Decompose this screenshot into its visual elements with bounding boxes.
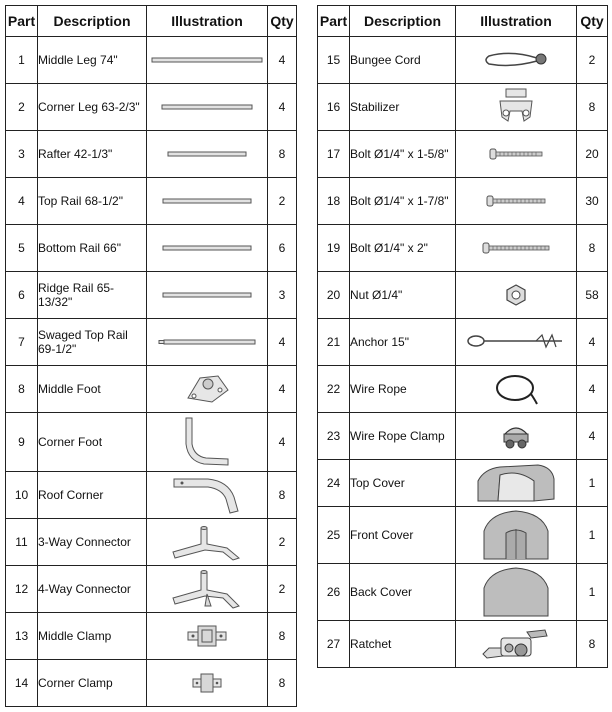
part-description: Rafter 42-1/3"	[38, 131, 147, 178]
part-number: 18	[318, 178, 350, 225]
part-description: Stabilizer	[350, 84, 456, 131]
part-number: 6	[6, 272, 38, 319]
part-number: 17	[318, 131, 350, 178]
table-row	[318, 413, 608, 460]
part-qty: 8	[268, 131, 297, 178]
table-row	[6, 225, 297, 272]
part-description: Roof Corner	[38, 472, 147, 519]
header-illustration: Illustration	[456, 6, 577, 37]
part-qty: 4	[577, 366, 608, 413]
part-qty: 4	[268, 366, 297, 413]
part-qty: 4	[577, 319, 608, 366]
part-description: Corner Leg 63-2/3"	[38, 84, 147, 131]
table-row	[318, 319, 608, 366]
three-way-connector-icon	[147, 519, 268, 566]
table-row	[318, 37, 608, 84]
header-description: Description	[38, 6, 147, 37]
part-number: 27	[318, 621, 350, 668]
parts-table-right	[317, 5, 608, 668]
part-qty: 8	[577, 225, 608, 272]
table-row	[318, 460, 608, 507]
table-row	[318, 225, 608, 272]
part-qty: 58	[577, 272, 608, 319]
part-number: 3	[6, 131, 38, 178]
long-tube-icon	[147, 84, 268, 131]
header-qty: Qty	[268, 6, 297, 37]
part-description: Corner Clamp	[38, 660, 147, 707]
stabilizer-icon	[456, 84, 577, 131]
part-number: 24	[318, 460, 350, 507]
part-number: 25	[318, 507, 350, 564]
table-row	[318, 84, 608, 131]
long-tube-icon	[147, 37, 268, 84]
table-row	[6, 37, 297, 84]
table-header-row	[318, 6, 608, 37]
short-tube-icon	[147, 131, 268, 178]
part-description: Bolt Ø1/4" x 1-5/8"	[350, 131, 456, 178]
part-description: 4-Way Connector	[38, 566, 147, 613]
part-qty: 4	[268, 84, 297, 131]
part-qty: 1	[577, 460, 608, 507]
corner-foot-icon	[147, 413, 268, 472]
ratchet-icon	[456, 621, 577, 668]
part-qty: 20	[577, 131, 608, 178]
table-row	[6, 613, 297, 660]
table-row	[6, 272, 297, 319]
parts-table-left	[5, 5, 297, 707]
part-qty: 2	[268, 178, 297, 225]
header-qty: Qty	[577, 6, 608, 37]
header-illustration: Illustration	[147, 6, 268, 37]
part-qty: 30	[577, 178, 608, 225]
part-qty: 1	[577, 507, 608, 564]
table-row	[318, 178, 608, 225]
header-part: Part	[318, 6, 350, 37]
part-number: 16	[318, 84, 350, 131]
part-qty: 8	[577, 621, 608, 668]
part-number: 4	[6, 178, 38, 225]
part-number: 10	[6, 472, 38, 519]
table-row	[318, 272, 608, 319]
part-qty: 8	[268, 613, 297, 660]
middle-clamp-icon	[147, 613, 268, 660]
swaged-tube-icon	[147, 319, 268, 366]
part-description: Middle Clamp	[38, 613, 147, 660]
table-header-row	[6, 6, 297, 37]
header-part: Part	[6, 6, 38, 37]
part-number: 19	[318, 225, 350, 272]
part-number: 22	[318, 366, 350, 413]
tube-icon	[147, 178, 268, 225]
table-row	[318, 507, 608, 564]
part-description: 3-Way Connector	[38, 519, 147, 566]
part-qty: 3	[268, 272, 297, 319]
part-qty: 2	[268, 566, 297, 613]
part-description: Top Cover	[350, 460, 456, 507]
part-description: Bungee Cord	[350, 37, 456, 84]
bungee-cord-icon	[456, 37, 577, 84]
header-description: Description	[350, 6, 456, 37]
part-description: Wire Rope	[350, 366, 456, 413]
part-description: Anchor 15"	[350, 319, 456, 366]
top-cover-icon	[456, 460, 577, 507]
part-number: 1	[6, 37, 38, 84]
anchor-icon	[456, 319, 577, 366]
table-row	[318, 564, 608, 621]
part-number: 13	[6, 613, 38, 660]
table-row	[6, 319, 297, 366]
bolt-icon	[456, 225, 577, 272]
table-row	[318, 131, 608, 178]
part-description: Bolt Ø1/4" x 1-7/8"	[350, 178, 456, 225]
part-description: Wire Rope Clamp	[350, 413, 456, 460]
foot-plate-icon	[147, 366, 268, 413]
part-number: 8	[6, 366, 38, 413]
part-number: 20	[318, 272, 350, 319]
bolt-icon	[456, 178, 577, 225]
roof-corner-icon	[147, 472, 268, 519]
part-description: Ridge Rail 65-13/32"	[38, 272, 147, 319]
part-description: Nut Ø1/4"	[350, 272, 456, 319]
part-description: Back Cover	[350, 564, 456, 621]
part-qty: 6	[268, 225, 297, 272]
part-description: Corner Foot	[38, 413, 147, 472]
part-description: Bottom Rail 66"	[38, 225, 147, 272]
table-row	[318, 621, 608, 668]
part-number: 12	[6, 566, 38, 613]
part-description: Front Cover	[350, 507, 456, 564]
table-row	[318, 366, 608, 413]
nut-icon	[456, 272, 577, 319]
bolt-icon	[456, 131, 577, 178]
table-row	[6, 84, 297, 131]
table-row	[6, 660, 297, 707]
part-description: Bolt Ø1/4" x 2"	[350, 225, 456, 272]
table-row	[6, 178, 297, 225]
tube-icon	[147, 272, 268, 319]
table-row	[6, 131, 297, 178]
wire-rope-clamp-icon	[456, 413, 577, 460]
part-number: 26	[318, 564, 350, 621]
wire-rope-icon	[456, 366, 577, 413]
table-row	[6, 472, 297, 519]
table-row	[6, 519, 297, 566]
four-way-connector-icon	[147, 566, 268, 613]
part-qty: 4	[268, 413, 297, 472]
part-number: 9	[6, 413, 38, 472]
part-description: Top Rail 68-1/2"	[38, 178, 147, 225]
front-cover-icon	[456, 507, 577, 564]
part-number: 5	[6, 225, 38, 272]
part-number: 23	[318, 413, 350, 460]
part-qty: 4	[268, 37, 297, 84]
tube-icon	[147, 225, 268, 272]
part-number: 14	[6, 660, 38, 707]
part-description: Middle Leg 74"	[38, 37, 147, 84]
part-number: 21	[318, 319, 350, 366]
table-row	[6, 566, 297, 613]
part-qty: 8	[268, 472, 297, 519]
part-number: 11	[6, 519, 38, 566]
back-cover-icon	[456, 564, 577, 621]
corner-clamp-icon	[147, 660, 268, 707]
part-qty: 1	[577, 564, 608, 621]
part-qty: 2	[577, 37, 608, 84]
table-row	[6, 366, 297, 413]
part-qty: 8	[577, 84, 608, 131]
part-description: Ratchet	[350, 621, 456, 668]
part-number: 2	[6, 84, 38, 131]
part-qty: 4	[268, 319, 297, 366]
part-description: Swaged Top Rail 69-1/2"	[38, 319, 147, 366]
table-row	[6, 413, 297, 472]
part-qty: 4	[577, 413, 608, 460]
part-qty: 8	[268, 660, 297, 707]
part-qty: 2	[268, 519, 297, 566]
part-description: Middle Foot	[38, 366, 147, 413]
part-number: 15	[318, 37, 350, 84]
part-number: 7	[6, 319, 38, 366]
